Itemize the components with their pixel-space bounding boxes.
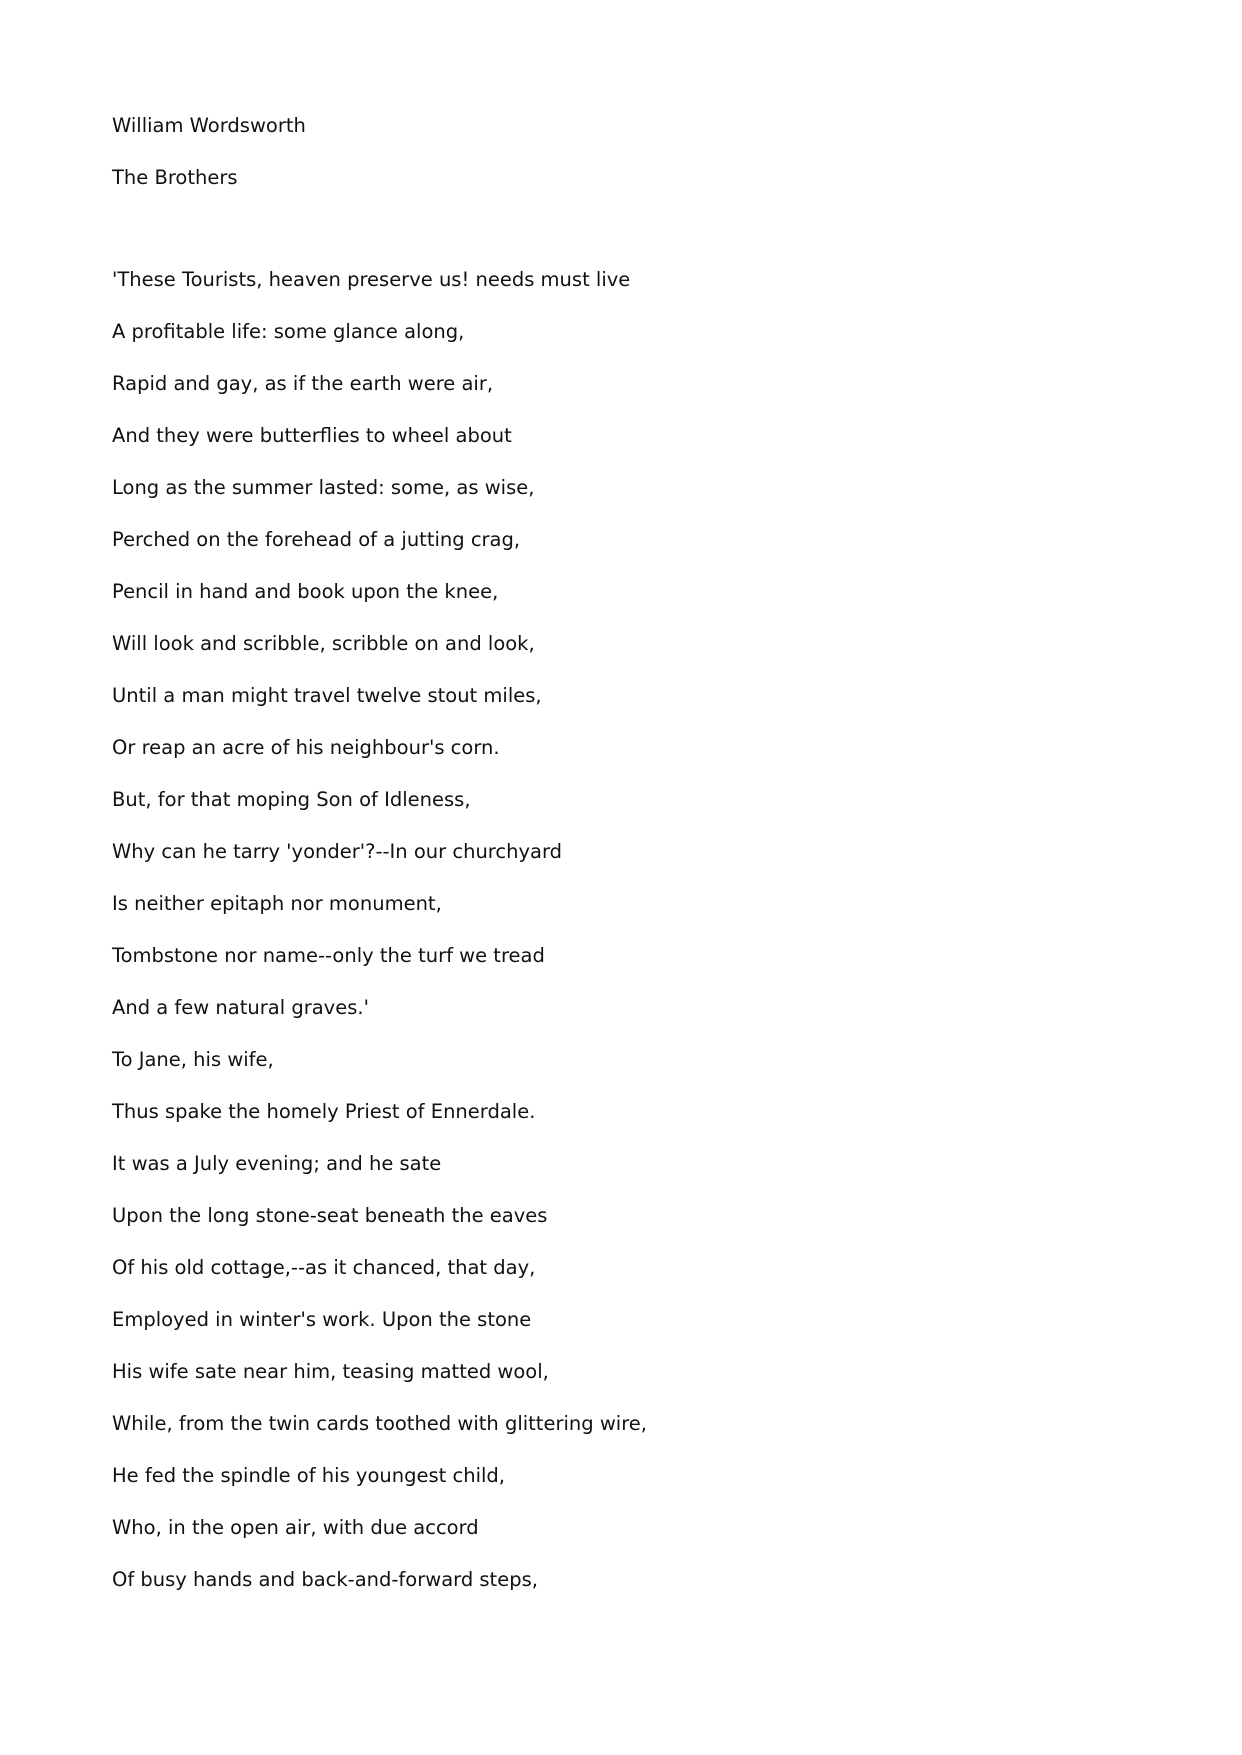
- poem-line: 'These Tourists, heaven preserve us! needs must live: [112, 268, 631, 291]
- poem-line: Of his old cottage,--as it chanced, that day,: [112, 1256, 536, 1279]
- poem-title: The Brothers: [112, 166, 238, 189]
- poem-line: To Jane, his wife,: [112, 1048, 274, 1071]
- author-name: William Wordsworth: [112, 114, 306, 137]
- poem-line: Thus spake the homely Priest of Ennerdale.: [112, 1100, 536, 1123]
- poem-line: Long as the summer lasted: some, as wise,: [112, 476, 535, 499]
- poem-line: Until a man might travel twelve stout miles,: [112, 684, 542, 707]
- poem-line: Employed in winter's work. Upon the stone: [112, 1308, 532, 1331]
- poem-line: He fed the spindle of his youngest child,: [112, 1464, 505, 1487]
- poem-line: Perched on the forehead of a jutting crag,: [112, 528, 521, 551]
- poem-line: Upon the long stone-seat beneath the eaves: [112, 1204, 548, 1227]
- poem-line: Or reap an acre of his neighbour's corn.: [112, 736, 500, 759]
- poem-line: While, from the twin cards toothed with glittering wire,: [112, 1412, 647, 1435]
- poem-line: Pencil in hand and book upon the knee,: [112, 580, 499, 603]
- poem-line: Tombstone nor name--only the turf we tread: [112, 944, 545, 967]
- poem-line: Is neither epitaph nor monument,: [112, 892, 442, 915]
- poem-line: It was a July evening; and he sate: [112, 1152, 442, 1175]
- poem-line: Who, in the open air, with due accord: [112, 1516, 479, 1539]
- poem-line: His wife sate near him, teasing matted wool,: [112, 1360, 549, 1383]
- poem-line: And a few natural graves.': [112, 996, 369, 1019]
- poem-line: Rapid and gay, as if the earth were air,: [112, 372, 494, 395]
- poem-line: But, for that moping Son of Idleness,: [112, 788, 471, 811]
- poem-line: Of busy hands and back-and-forward steps,: [112, 1568, 538, 1591]
- poem-line: Will look and scribble, scribble on and look,: [112, 632, 535, 655]
- poem-line: Why can he tarry 'yonder'?--In our churchyard: [112, 840, 563, 863]
- poem-line: A profitable life: some glance along,: [112, 320, 465, 343]
- poem-line: And they were butterflies to wheel about: [112, 424, 512, 447]
